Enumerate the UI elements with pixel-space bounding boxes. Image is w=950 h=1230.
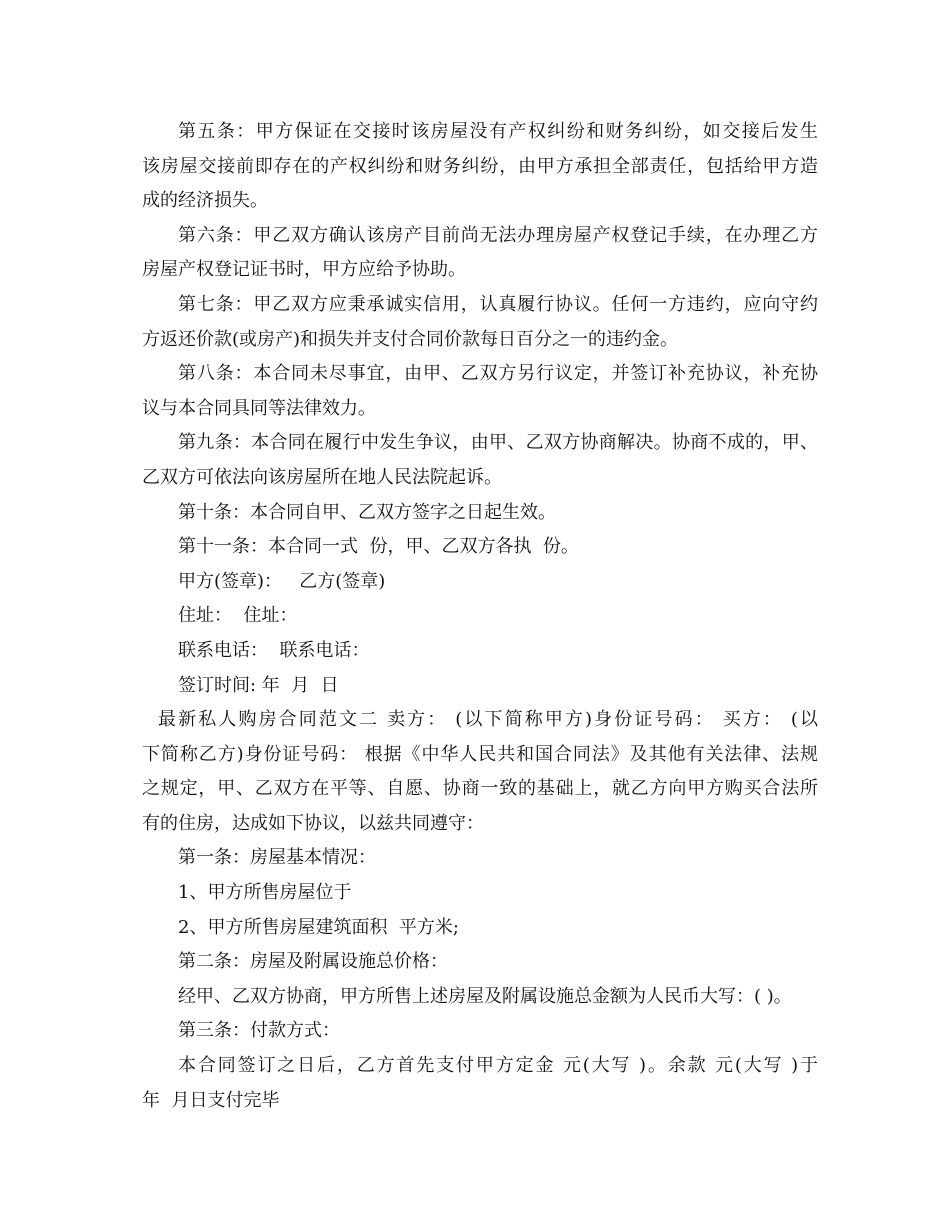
line-text: 本合同签订之日后，乙方首先支付甲方定金 元(大写 )。余款 元(大写 )于 — [178, 1055, 818, 1077]
line-text: 第十一条：本合同一式 份，甲、乙双方各执 份。 — [178, 536, 579, 558]
paragraph-line — [142, 392, 818, 427]
paragraph-line — [142, 599, 818, 634]
line-text: 第一条：房屋基本情况： — [178, 847, 376, 869]
paragraph-line — [142, 911, 818, 946]
line-text: 第三条：付款方式： — [178, 1020, 340, 1042]
line-text: 甲方(签章)： 乙方(签章) — [178, 570, 386, 592]
paragraph-line — [142, 1014, 818, 1049]
paragraph-line — [142, 738, 818, 773]
line-text: 第六条：甲乙双方确认该房产目前尚无法办理房屋产权登记手续，在办理乙方 — [178, 224, 818, 246]
line-text: 年 月日支付完毕 — [142, 1089, 280, 1111]
line-text: 签订时间: 年 月 日 — [178, 674, 339, 696]
paragraph-line — [142, 323, 818, 358]
document-body — [142, 115, 818, 1118]
paragraph-line — [142, 357, 818, 392]
paragraph-line — [142, 530, 818, 565]
line-text: 第五条：甲方保证在交接时该房屋没有产权纠纷和财务纠纷，如交接后发生 — [178, 121, 818, 142]
line-text: 第八条：本合同未尽事宜，由甲、乙双方另行议定，并签订补充协议，补充协 — [178, 363, 818, 385]
paragraph-line — [142, 288, 818, 323]
paragraph-line — [142, 772, 818, 807]
paragraph-line — [142, 980, 818, 1015]
line-text: 第十条：本合同自甲、乙双方签字之日起生效。 — [178, 501, 556, 523]
paragraph-line — [142, 1049, 818, 1084]
paragraph-line — [142, 565, 818, 600]
paragraph-line — [142, 461, 818, 496]
paragraph-line — [142, 703, 818, 738]
paragraph-line — [142, 219, 818, 254]
line-text: 之规定，甲、乙双方在平等、自愿、协商一致的基础上，就乙方向甲方购买合法所 — [142, 778, 818, 800]
line-text: 房屋产权登记证书时，甲方应给予协助。 — [142, 259, 466, 281]
paragraph-line — [142, 945, 818, 980]
line-text: 住址： 住址： — [178, 605, 298, 627]
line-text: 成的经济损失。 — [142, 190, 268, 212]
paragraph-line — [142, 1084, 818, 1119]
paragraph-line — [142, 876, 818, 911]
paragraph-line — [142, 634, 818, 669]
paragraph-line — [142, 150, 818, 185]
line-text: 2、甲方所售房屋建筑面积 平方米; — [178, 916, 459, 938]
paragraph-line — [142, 253, 818, 288]
paragraph-line — [142, 115, 818, 150]
line-text: 联系电话： 联系电话： — [178, 639, 370, 661]
paragraph-line — [142, 184, 818, 219]
paragraph-line — [142, 496, 818, 531]
paragraph-line — [142, 426, 818, 461]
paragraph-line — [142, 841, 818, 876]
line-text: 第九条：本合同在履行中发生争议，由甲、乙双方协商解决。协商不成的，甲、 — [178, 432, 818, 454]
paragraph-line — [142, 669, 818, 704]
line-text: 方返还价款(或房产)和损失并支付合同价款每日百分之一的违约金。 — [142, 328, 679, 350]
line-text: 第二条：房屋及附属设施总价格： — [178, 951, 448, 973]
line-text: 该房屋交接前即存在的产权纠纷和财务纠纷，由甲方承担全部责任，包括给甲方造 — [142, 155, 818, 177]
line-text: 第七条：甲乙双方应秉承诚实信用，认真履行协议。任何一方违约，应向守约 — [178, 293, 818, 315]
document-page — [142, 115, 818, 1118]
line-text: 经甲、乙双方协商，甲方所售上述房屋及附属设施总金额为人民币大写：( )。 — [178, 985, 792, 1007]
line-text: 乙双方可依法向该房屋所在地人民法院起诉。 — [142, 466, 502, 488]
line-text: 1、甲方所售房屋位于 — [178, 882, 352, 904]
line-text: 下简称乙方)身份证号码： 根据《中华人民共和国合同法》及其他有关法律、法规 — [142, 743, 818, 765]
paragraph-line — [142, 807, 818, 842]
line-text: 最新私人购房合同范文二 卖方： (以下简称甲方)身份证号码： 买方： (以 — [158, 709, 818, 731]
line-text: 议与本合同具同等法律效力。 — [142, 397, 376, 419]
line-text: 有的住房，达成如下协议，以兹共同遵守： — [142, 812, 484, 834]
